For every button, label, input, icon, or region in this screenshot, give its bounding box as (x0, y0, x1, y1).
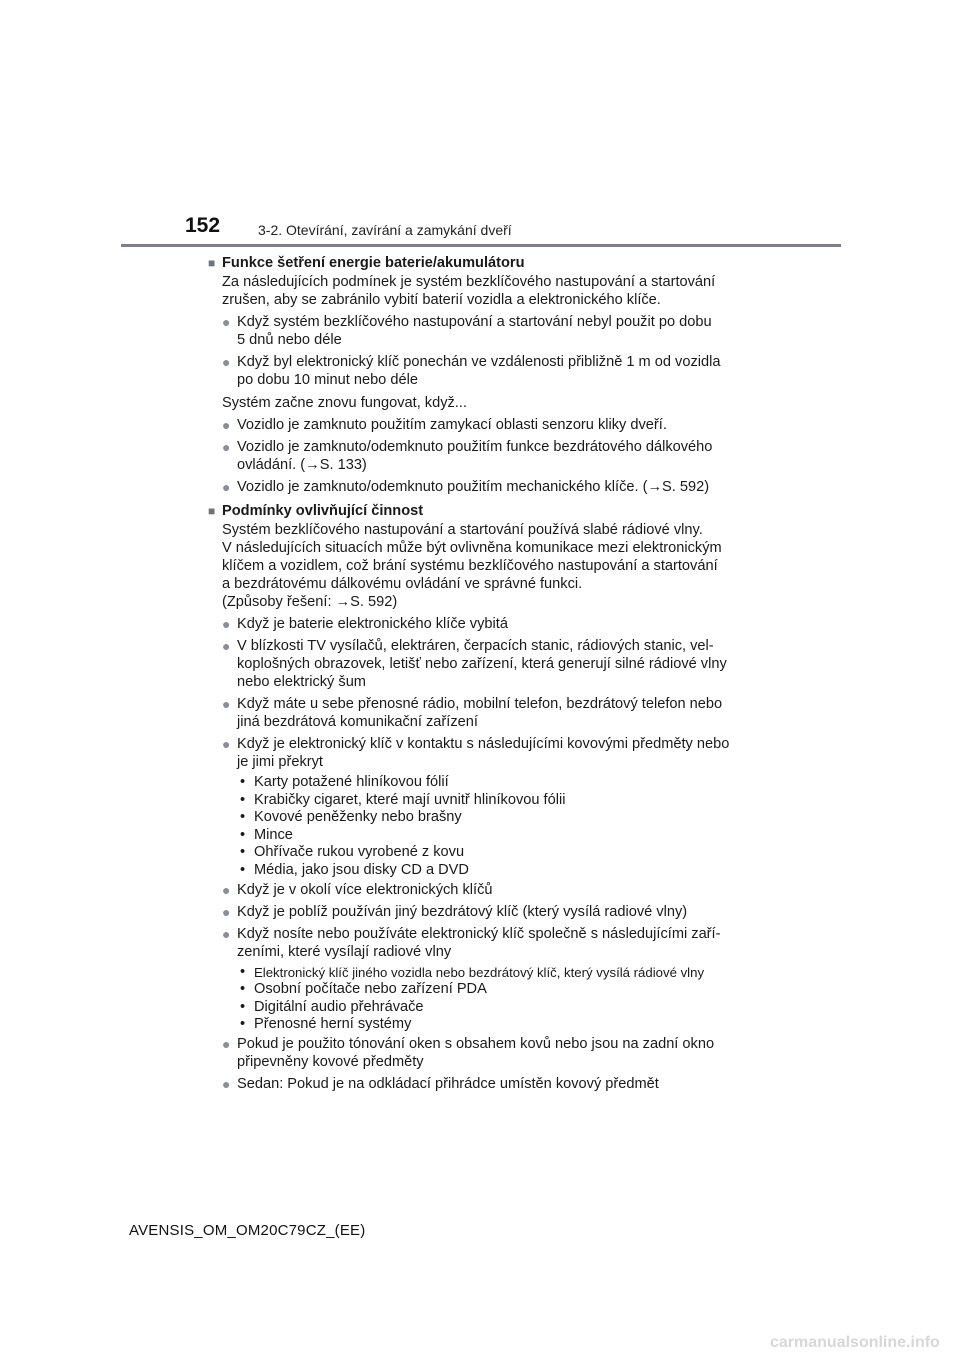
sub-list-item: • Kovové peněženky nebo brašny (237, 809, 753, 827)
sub-list-item: • Ohřívače rukou vyrobené z kovu (237, 844, 753, 862)
chapter-title: 3-2. Otevírání, zavírání a zamykání dveří (258, 222, 512, 238)
list-item (222, 1035, 753, 1071)
dot-bullet-icon: • (240, 809, 246, 826)
sub-list-item: • Karty potažené hliníkovou fólií (237, 774, 753, 792)
section-middle-text: Systém začne znovu fungovat, když... (222, 395, 467, 411)
circle-bullet-icon: ● (222, 696, 231, 712)
circle-bullet-icon: ● (222, 1035, 231, 1052)
list-item (222, 881, 753, 899)
square-bullet-icon: ■ (208, 256, 216, 270)
page-content (208, 254, 753, 1093)
dot-bullet-icon: • (240, 981, 246, 998)
section-heading (208, 502, 753, 520)
list-item (222, 353, 753, 389)
circle-bullet-icon: ● (222, 417, 231, 433)
list-item (222, 925, 753, 961)
dot-bullet-icon: • (240, 998, 246, 1015)
sub-list-item: • Osobní počítače nebo zařízení PDA (237, 981, 753, 999)
list-item-text: Vozidlo je zamknuto/odemknuto použitím funkce bezdrátového dálkového ovládání. (→S. 133) (237, 439, 713, 473)
list-item-text: Když systém bezklíčového nastupování a startování nebyl použit po dobu 5 dnů nebo déle (237, 314, 712, 348)
header-rule (121, 244, 841, 247)
list-item (222, 1075, 753, 1093)
dot-bullet-icon: • (240, 844, 246, 861)
list-item (222, 615, 753, 633)
circle-bullet-icon: ● (222, 354, 231, 370)
list-item (222, 637, 753, 691)
circle-bullet-icon: ● (222, 638, 231, 654)
list-item-text: Když je poblíž používán jiný bezdrátový klíč (který vysílá radiové vlny) (237, 903, 688, 920)
circle-bullet-icon: ● (222, 903, 231, 920)
dot-bullet-icon: • (240, 774, 246, 790)
list-item-text: Sedan: Pokud je na odkládací přihrádce umístěn kovový předmět (237, 1075, 659, 1092)
list-item-text: V blízkosti TV vysílačů, elektráren, čerpacích stanic, rádiových stanic, vel- koplošných obrazovek, letišť nebo zařízení, která generují silné rádiové vlny nebo elektrický šum (237, 638, 727, 690)
circle-bullet-icon: ● (222, 616, 231, 632)
section-heading (208, 254, 753, 272)
list-item (222, 903, 753, 921)
watermark: carmanualsonline.info (770, 1334, 940, 1351)
dot-bullet-icon: • (240, 791, 246, 808)
circle-bullet-icon: ● (222, 314, 231, 330)
circle-bullet-icon: ● (222, 479, 231, 495)
list-item (222, 735, 753, 771)
square-bullet-icon: ■ (208, 504, 216, 518)
circle-bullet-icon: ● (222, 736, 231, 752)
list-item-text: Když je v okolí více elektronických klíčů (237, 881, 493, 898)
page-number: 152 (185, 214, 221, 237)
section-title: Funkce šetření energie baterie/akumulátoru (222, 255, 525, 271)
section-battery-saving (208, 254, 753, 496)
list-item (222, 695, 753, 731)
list-item (222, 313, 753, 349)
section-intro: Systém bezklíčového nastupování a startování používá slabé rádiové vlny. V následujících situacích může být ovlivněna komunikace mezi elektronickým klíčem a vozidlem, což brání systému bezklíčového nastupování a startování a bezdrátovému dálkovému ovládání ve správné funkci. (Způsoby řešení: →S. 592) (222, 522, 722, 610)
list-item-text: Když nosíte nebo používáte elektronický klíč společně s následujícími zaří- zeními, které vysílají radiové vlny (237, 925, 721, 960)
list-item-text: Když je elektronický klíč v kontaktu s následujícími kovovými předměty nebo je jimi překryt (237, 736, 730, 770)
list-item (222, 478, 753, 496)
sub-list-item: • Mince (237, 827, 753, 845)
dot-bullet-icon: • (240, 963, 246, 980)
sub-list-item: • Digitální audio přehrávače (237, 999, 753, 1017)
section-intro: Za následujících podmínek je systém bezklíčového nastupování a startování zrušen, aby se zabránilo vybití baterií vozidla a elektronického klíče. (222, 274, 716, 308)
list-item-text: Pokud je použito tónování oken s obsahem kovů nebo jsou na zadní okno připevněny kovové předměty (237, 1035, 715, 1070)
dot-bullet-icon: • (240, 826, 246, 843)
circle-bullet-icon: ● (222, 925, 231, 942)
circle-bullet-icon: ● (222, 439, 231, 455)
list-item-text: Když je baterie elektronického klíče vybitá (237, 616, 508, 632)
document-code: AVENSIS_OM_OM20C79CZ_(EE) (129, 1222, 366, 1239)
dot-bullet-icon: • (240, 1016, 246, 1033)
list-item-text: Vozidlo je zamknuto použitím zamykací oblasti senzoru kliky dveří. (237, 417, 667, 433)
list-item-text: Když máte u sebe přenosné rádio, mobilní telefon, bezdrátový telefon nebo jiná bezdrátová komunikační zařízení (237, 696, 723, 730)
list-item-text: Když byl elektronický klíč ponechán ve vzdálenosti přibližně 1 m od vozidla po dobu 10 minut nebo déle (237, 354, 721, 388)
circle-bullet-icon: ● (222, 1075, 231, 1092)
list-item (222, 438, 753, 474)
circle-bullet-icon: ● (222, 881, 231, 898)
list-item (222, 416, 753, 434)
section-operating-conditions (208, 502, 753, 1093)
sub-list-item: • Média, jako jsou disky CD a DVD (237, 862, 753, 880)
list-item-text: Vozidlo je zamknuto/odemknuto použitím mechanického klíče. (→S. 592) (237, 479, 710, 495)
device-items-list (237, 964, 753, 1034)
page-header (0, 0, 960, 250)
sub-list-item: • Krabičky cigaret, které mají uvnitř hliníkovou fólii (237, 792, 753, 810)
sub-list-item: • Přenosné herní systémy (237, 1016, 753, 1034)
dot-bullet-icon: • (240, 861, 246, 878)
section-title: Podmínky ovlivňující činnost (222, 503, 424, 519)
sub-list-item: • Elektronický klíč jiného vozidla nebo bezdrátový klíč, který vysílá rádiové vlny (237, 964, 753, 982)
metal-items-list (237, 774, 753, 880)
